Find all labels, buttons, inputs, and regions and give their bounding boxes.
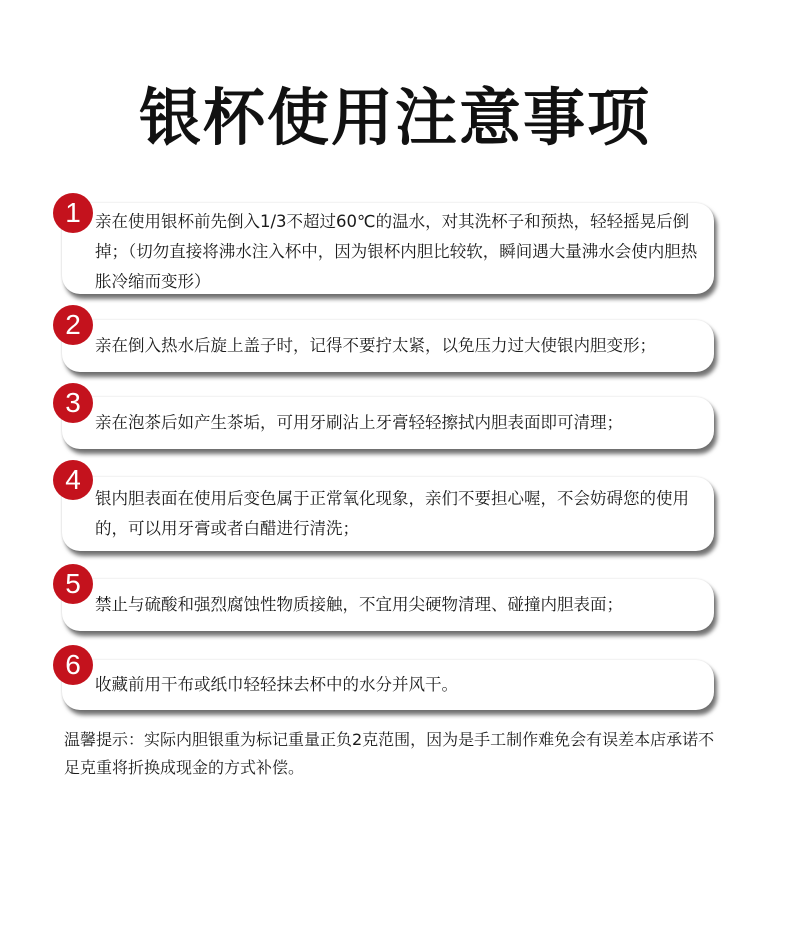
tip-card-3 [62, 397, 714, 449]
warm-reminder-note: 温馨提示：实际内胆银重为标记重量正负2克范围，因为是手工制作难免会有误差本店承诺不足克重将折换成现金的方式补偿。 [64, 730, 715, 777]
tip-number-badge-5: 5 [53, 564, 93, 604]
tip-text-2: 亲在倒入热水后旋上盖子时，记得不要拧太紧，以免压力过大使银内胆变形； [95, 336, 656, 355]
tip-card-2 [62, 320, 714, 372]
tip-number-badge-2: 2 [53, 305, 93, 345]
tip-number-badge-6: 6 [53, 645, 93, 685]
tip-text-3: 亲在泡茶后如产生茶垢，可用牙刷沾上牙膏轻轻擦拭内胆表面即可清理； [95, 413, 623, 432]
tip-card-4 [62, 477, 714, 551]
tip-number-badge-1: 1 [53, 193, 93, 233]
tip-card-5 [62, 579, 714, 631]
tip-text-4: 银内胆表面在使用后变色属于正常氧化现象，亲们不要担心喔，不会妨碍您的使用的，可以用牙膏或者白醋进行清洗； [95, 489, 689, 538]
tip-card-6 [62, 660, 714, 710]
page-title: 银杯使用注意事项 [138, 81, 651, 154]
tip-text-1: 亲在使用银杯前先倒入1/3不超过60℃的温水，对其洗杯子和预热，轻轻摇晃后倒掉；（切勿直接将沸水注入杯中，因为银杯内胆比较软，瞬间遇大量沸水会使内胆热胀冷缩而变形） [95, 212, 698, 291]
tip-text-5: 禁止与硫酸和强烈腐蚀性物质接触，不宜用尖硬物清理、碰撞内胆表面； [95, 595, 623, 614]
tip-number-badge-4: 4 [53, 460, 93, 500]
tip-card-1 [62, 203, 714, 294]
tip-number-badge-3: 3 [53, 383, 93, 423]
tip-text-6: 收藏前用干布或纸巾轻轻抹去杯中的水分并风干。 [95, 675, 458, 694]
